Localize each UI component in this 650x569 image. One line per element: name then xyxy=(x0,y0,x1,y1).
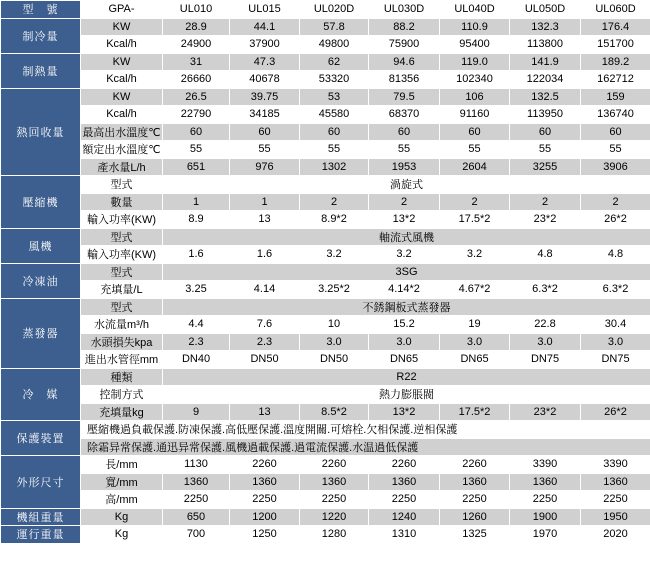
header-prefix: GPA- xyxy=(81,1,163,19)
value-cell: 10 xyxy=(300,316,369,334)
table-row xyxy=(1,123,650,141)
value-cell: 13 xyxy=(230,211,300,229)
model-header: UL040D xyxy=(440,1,510,19)
value-cell: 7.6 xyxy=(230,316,300,334)
category-cell-cooling: 制冷量 xyxy=(1,18,81,53)
value-cell: DN65 xyxy=(369,351,440,369)
value-cell: 113800 xyxy=(510,36,581,54)
spec-table-body xyxy=(1,1,650,544)
value-cell: 55 xyxy=(440,141,510,159)
value-cell: 2 xyxy=(510,193,581,211)
value-cell: 44.1 xyxy=(230,18,300,36)
value-cell: 1970 xyxy=(510,526,581,544)
model-header: UL060D xyxy=(581,1,650,19)
value-cell: 2250 xyxy=(440,491,510,509)
value-cell: DN40 xyxy=(163,351,230,369)
value-cell: 53320 xyxy=(300,71,369,89)
value-cell: 2250 xyxy=(230,491,300,509)
table-row xyxy=(1,106,650,124)
value-cell: 700 xyxy=(163,526,230,544)
value-cell: 1360 xyxy=(440,473,510,491)
value-cell: 2 xyxy=(581,193,650,211)
value-cell: 8.5*2 xyxy=(300,403,369,421)
table-row xyxy=(1,36,650,54)
value-cell: 2 xyxy=(440,193,510,211)
merged-value: 熱力膨脹閥 xyxy=(163,386,650,404)
row-label: 最高出水溫度℃ xyxy=(81,123,163,141)
value-cell: 17.5*2 xyxy=(440,211,510,229)
row-label: 產水量L/h xyxy=(81,158,163,176)
value-cell: 19 xyxy=(440,316,510,334)
category-cell-fan: 風機 xyxy=(1,228,81,263)
value-cell: 60 xyxy=(369,123,440,141)
value-cell: 6.3*2 xyxy=(510,281,581,299)
row-label: 水頭損失kpa xyxy=(81,333,163,351)
value-cell: 55 xyxy=(163,141,230,159)
value-cell: 55 xyxy=(369,141,440,159)
table-row xyxy=(1,71,650,89)
value-cell: 34185 xyxy=(230,106,300,124)
table-row xyxy=(1,491,650,509)
value-cell: 3.0 xyxy=(440,333,510,351)
category-cell-operating-weight: 運行重量 xyxy=(1,526,81,544)
value-cell: 3.2 xyxy=(369,246,440,264)
value-cell: 3.25 xyxy=(163,281,230,299)
table-row xyxy=(1,246,650,264)
value-cell: 1302 xyxy=(300,158,369,176)
category-cell-model: 型 號 xyxy=(1,1,81,19)
value-cell: 57.8 xyxy=(300,18,369,36)
model-header: UL010 xyxy=(163,1,230,19)
value-cell: 1900 xyxy=(510,508,581,526)
value-cell: 30.4 xyxy=(581,316,650,334)
value-cell: 75900 xyxy=(369,36,440,54)
value-cell: 141.9 xyxy=(510,53,581,71)
category-cell-unit-weight: 機組重量 xyxy=(1,508,81,526)
value-cell: 60 xyxy=(581,123,650,141)
row-label: 型式 xyxy=(81,176,163,194)
value-cell: 1250 xyxy=(230,526,300,544)
value-cell: 3.0 xyxy=(369,333,440,351)
value-cell: 651 xyxy=(163,158,230,176)
row-label: 輸入功率(KW) xyxy=(81,246,163,264)
table-row xyxy=(1,176,650,194)
value-cell: 189.2 xyxy=(581,53,650,71)
row-label: 寬/mm xyxy=(81,473,163,491)
value-cell: 3906 xyxy=(581,158,650,176)
value-cell: 3.0 xyxy=(510,333,581,351)
table-row xyxy=(1,368,650,386)
merged-value: 渦旋式 xyxy=(163,176,650,194)
value-cell: 136740 xyxy=(581,106,650,124)
table-row xyxy=(1,53,650,71)
category-cell-heating: 制熱量 xyxy=(1,53,81,88)
value-cell: 45580 xyxy=(300,106,369,124)
row-label: 數量 xyxy=(81,193,163,211)
value-cell: 1360 xyxy=(581,473,650,491)
value-cell: 2260 xyxy=(369,456,440,474)
model-header: UL030D xyxy=(369,1,440,19)
row-label: Kg xyxy=(81,526,163,544)
value-cell: 3.0 xyxy=(581,333,650,351)
value-cell: 3390 xyxy=(581,456,650,474)
row-label: 型式 xyxy=(81,298,163,316)
value-cell: 106 xyxy=(440,88,510,106)
model-header: UL020D xyxy=(300,1,369,19)
merged-value: 軸流式風機 xyxy=(163,228,650,246)
value-cell: 976 xyxy=(230,158,300,176)
value-cell: 2250 xyxy=(163,491,230,509)
value-cell: 4.14*2 xyxy=(369,281,440,299)
value-cell: 2260 xyxy=(230,456,300,474)
row-label: 水流量m³/h xyxy=(81,316,163,334)
value-cell: 55 xyxy=(230,141,300,159)
value-cell: 91160 xyxy=(440,106,510,124)
value-cell: 26.5 xyxy=(163,88,230,106)
value-cell: 1220 xyxy=(300,508,369,526)
value-cell: 1950 xyxy=(581,508,650,526)
value-cell: 1360 xyxy=(510,473,581,491)
value-cell: 4.14 xyxy=(230,281,300,299)
row-label: Kcal/h xyxy=(81,36,163,54)
value-cell: 2250 xyxy=(300,491,369,509)
value-cell: 151700 xyxy=(581,36,650,54)
category-cell-compressor: 壓縮機 xyxy=(1,176,81,229)
row-label: 進出水管徑mm xyxy=(81,351,163,369)
row-label: 輸入功率(KW) xyxy=(81,211,163,229)
value-cell: 1953 xyxy=(369,158,440,176)
value-cell: 3255 xyxy=(510,158,581,176)
value-cell: 31 xyxy=(163,53,230,71)
table-row xyxy=(1,333,650,351)
row-label: Kcal/h xyxy=(81,71,163,89)
value-cell: 110.9 xyxy=(440,18,510,36)
value-cell: 3.2 xyxy=(440,246,510,264)
value-cell: 8.9 xyxy=(163,211,230,229)
value-cell: 176.4 xyxy=(581,18,650,36)
value-cell: 1130 xyxy=(163,456,230,474)
row-label: 型式 xyxy=(81,263,163,281)
protection-text: 除霜异常保護.通迅异常保護.風機過載保護.過電流保護.水温過低保護 xyxy=(81,438,650,456)
category-cell-recovery: 熱回收量 xyxy=(1,88,81,176)
value-cell: 3.2 xyxy=(300,246,369,264)
table-row xyxy=(1,211,650,229)
value-cell: 23*2 xyxy=(510,211,581,229)
value-cell: 2.3 xyxy=(163,333,230,351)
table-row xyxy=(1,508,650,526)
header-row xyxy=(1,1,650,19)
value-cell: 60 xyxy=(163,123,230,141)
value-cell: 1360 xyxy=(163,473,230,491)
row-label: 額定出水溫度℃ xyxy=(81,141,163,159)
value-cell: 1.6 xyxy=(163,246,230,264)
value-cell: 159 xyxy=(581,88,650,106)
row-label: 種類 xyxy=(81,368,163,386)
value-cell: 60 xyxy=(230,123,300,141)
row-label: 充填量/L xyxy=(81,281,163,299)
table-row xyxy=(1,526,650,544)
row-label: 充填量kg xyxy=(81,403,163,421)
table-row xyxy=(1,263,650,281)
table-row xyxy=(1,386,650,404)
value-cell: 8.9*2 xyxy=(300,211,369,229)
table-row xyxy=(1,421,650,439)
value-cell: 26660 xyxy=(163,71,230,89)
table-row xyxy=(1,298,650,316)
table-row xyxy=(1,193,650,211)
value-cell: 2250 xyxy=(581,491,650,509)
category-cell-protection: 保護裝置 xyxy=(1,421,81,456)
value-cell: 37900 xyxy=(230,36,300,54)
category-cell-dimensions: 外形尺寸 xyxy=(1,456,81,509)
value-cell: 2250 xyxy=(369,491,440,509)
value-cell: 4.8 xyxy=(510,246,581,264)
value-cell: DN50 xyxy=(230,351,300,369)
value-cell: 23*2 xyxy=(510,403,581,421)
value-cell: 88.2 xyxy=(369,18,440,36)
value-cell: 39.75 xyxy=(230,88,300,106)
value-cell: 1 xyxy=(163,193,230,211)
value-cell: DN75 xyxy=(510,351,581,369)
value-cell: 113950 xyxy=(510,106,581,124)
merged-value: 3SG xyxy=(163,263,650,281)
table-row xyxy=(1,228,650,246)
value-cell: 47.3 xyxy=(230,53,300,71)
value-cell: 2604 xyxy=(440,158,510,176)
value-cell: 1280 xyxy=(300,526,369,544)
row-label: 控制方式 xyxy=(81,386,163,404)
value-cell: 22.8 xyxy=(510,316,581,334)
value-cell: 60 xyxy=(510,123,581,141)
value-cell: 4.8 xyxy=(581,246,650,264)
table-row xyxy=(1,158,650,176)
row-label: KW xyxy=(81,18,163,36)
value-cell: 2260 xyxy=(300,456,369,474)
value-cell: 2 xyxy=(300,193,369,211)
row-label: KW xyxy=(81,88,163,106)
value-cell: 3.25*2 xyxy=(300,281,369,299)
value-cell: 55 xyxy=(300,141,369,159)
row-label: 長/mm xyxy=(81,456,163,474)
category-cell-oil: 冷凍油 xyxy=(1,263,81,298)
row-label: 型式 xyxy=(81,228,163,246)
value-cell: 1.6 xyxy=(230,246,300,264)
value-cell: 4.4 xyxy=(163,316,230,334)
merged-value: R22 xyxy=(163,368,650,386)
row-label: Kcal/h xyxy=(81,106,163,124)
table-row xyxy=(1,456,650,474)
value-cell: 13 xyxy=(230,403,300,421)
value-cell: 55 xyxy=(510,141,581,159)
model-header: UL015 xyxy=(230,1,300,19)
table-row xyxy=(1,473,650,491)
table-row xyxy=(1,403,650,421)
value-cell: 2 xyxy=(369,193,440,211)
value-cell: 60 xyxy=(300,123,369,141)
value-cell: 62 xyxy=(300,53,369,71)
merged-value: 不銹鋼板式蒸發器 xyxy=(163,298,650,316)
value-cell: 1325 xyxy=(440,526,510,544)
row-label: 高/mm xyxy=(81,491,163,509)
value-cell: 81356 xyxy=(369,71,440,89)
value-cell: 68370 xyxy=(369,106,440,124)
table-row xyxy=(1,438,650,456)
value-cell: 1240 xyxy=(369,508,440,526)
value-cell: 2020 xyxy=(581,526,650,544)
value-cell: 2260 xyxy=(440,456,510,474)
value-cell: 4.67*2 xyxy=(440,281,510,299)
value-cell: DN75 xyxy=(581,351,650,369)
value-cell: 17.5*2 xyxy=(440,403,510,421)
value-cell: 1200 xyxy=(230,508,300,526)
value-cell: 1 xyxy=(230,193,300,211)
value-cell: 49800 xyxy=(300,36,369,54)
value-cell: 2250 xyxy=(510,491,581,509)
category-cell-refrigerant: 冷 媒 xyxy=(1,368,81,421)
value-cell: 53 xyxy=(300,88,369,106)
value-cell: 3390 xyxy=(510,456,581,474)
value-cell: 122034 xyxy=(510,71,581,89)
value-cell: 26*2 xyxy=(581,211,650,229)
row-label: Kg xyxy=(81,508,163,526)
value-cell: 1360 xyxy=(369,473,440,491)
value-cell: 95400 xyxy=(440,36,510,54)
value-cell: 24900 xyxy=(163,36,230,54)
table-row xyxy=(1,351,650,369)
value-cell: 13*2 xyxy=(369,211,440,229)
value-cell: DN65 xyxy=(440,351,510,369)
category-cell-evaporator: 蒸發器 xyxy=(1,298,81,368)
value-cell: 15.2 xyxy=(369,316,440,334)
value-cell: 26*2 xyxy=(581,403,650,421)
value-cell: 28.9 xyxy=(163,18,230,36)
value-cell: DN50 xyxy=(300,351,369,369)
table-row xyxy=(1,141,650,159)
value-cell: 650 xyxy=(163,508,230,526)
value-cell: 2.3 xyxy=(230,333,300,351)
value-cell: 55 xyxy=(581,141,650,159)
value-cell: 40678 xyxy=(230,71,300,89)
value-cell: 132.5 xyxy=(510,88,581,106)
value-cell: 162712 xyxy=(581,71,650,89)
table-row xyxy=(1,281,650,299)
value-cell: 60 xyxy=(440,123,510,141)
value-cell: 79.5 xyxy=(369,88,440,106)
value-cell: 119.0 xyxy=(440,53,510,71)
value-cell: 1360 xyxy=(300,473,369,491)
value-cell: 9 xyxy=(163,403,230,421)
table-row xyxy=(1,316,650,334)
value-cell: 132.3 xyxy=(510,18,581,36)
model-header: UL050D xyxy=(510,1,581,19)
value-cell: 1310 xyxy=(369,526,440,544)
value-cell: 13*2 xyxy=(369,403,440,421)
value-cell: 1360 xyxy=(230,473,300,491)
value-cell: 102340 xyxy=(440,71,510,89)
value-cell: 1260 xyxy=(440,508,510,526)
value-cell: 94.6 xyxy=(369,53,440,71)
table-row xyxy=(1,18,650,36)
protection-text: 壓縮機過負載保護.防凍保護.高低壓保護.溫度開關.可熔栓.欠相保護.逆相保護 xyxy=(81,421,650,439)
value-cell: 22790 xyxy=(163,106,230,124)
value-cell: 3.0 xyxy=(300,333,369,351)
value-cell: 6.3*2 xyxy=(581,281,650,299)
table-row xyxy=(1,88,650,106)
row-label: KW xyxy=(81,53,163,71)
